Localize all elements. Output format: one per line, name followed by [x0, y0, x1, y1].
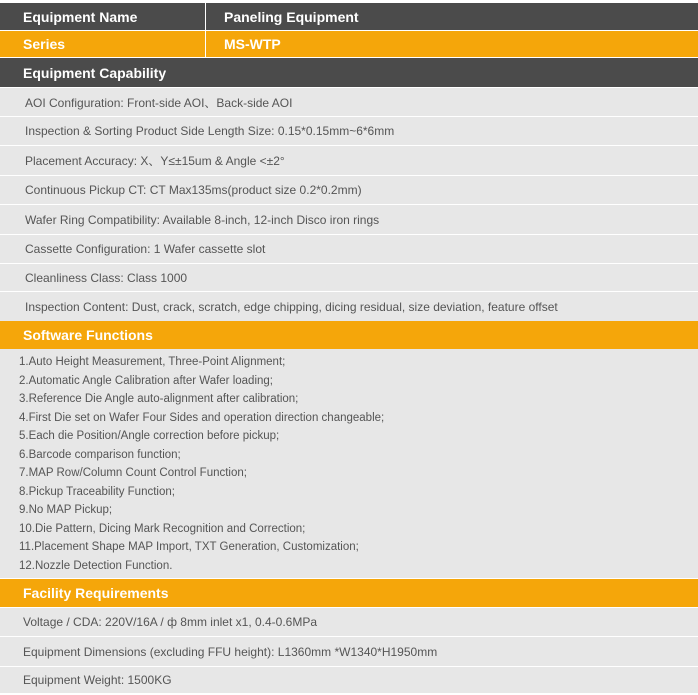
software-function-item: 8.Pickup Traceability Function; — [19, 485, 175, 498]
capability-item: Inspection Content: Dust, crack, scratch, edge chipping, dicing residual, size deviation, feature offset — [0, 291, 698, 321]
capability-section-header — [0, 58, 698, 87]
facility-item: Voltage / CDA: 220V/16A / ф 8mm inlet x1, 0.4-0.6MPa — [0, 607, 698, 636]
capability-item: Continuous Pickup CT: CT Max135ms(product size 0.2*0.2mm) — [0, 175, 698, 204]
software-function-item: 12.Nozzle Detection Function. — [19, 559, 173, 572]
software-function-item: 3.Reference Die Angle auto-alignment after calibration; — [19, 393, 299, 405]
facility-title: Facility Requirements — [23, 585, 169, 601]
equipment-name-row — [0, 3, 698, 30]
software-function-item: 6.Barcode comparison function; — [19, 448, 181, 461]
software-function-item: 1.Auto Height Measurement, Three-Point Alignment; — [19, 356, 286, 368]
software-function-item: 2.Automatic Angle Calibration after Wafer loading; — [19, 374, 273, 387]
capability-item: Cassette Configuration: 1 Wafer cassette slot — [0, 234, 698, 263]
software-function-item: 5.Each die Position/Angle correction before pickup; — [19, 430, 280, 442]
software-function-item: 4.First Die set on Wafer Four Sides and operation direction changeable; — [19, 411, 385, 424]
series-value: MS-WTP — [205, 31, 698, 57]
software-function-item: 9.No MAP Pickup; — [19, 504, 113, 516]
capability-item: Wafer Ring Compatibility: Available 8-inch, 12-inch Disco iron rings — [0, 204, 698, 234]
capability-item: Placement Accuracy: X、Y≤±15um & Angle <±2° — [0, 145, 698, 175]
software-function-item: 10.Die Pattern, Dicing Mark Recognition and Correction; — [19, 522, 306, 535]
series-row — [0, 31, 698, 57]
software-section-header — [0, 321, 698, 349]
facility-section-header — [0, 579, 698, 607]
equipment-name-label: Equipment Name — [23, 8, 138, 25]
software-title: Software Functions — [23, 327, 153, 343]
capability-item: AOI Configuration: Front-side AOI、Back-side AOI — [0, 87, 698, 116]
capability-item: Cleanliness Class: Class 1000 — [0, 263, 698, 291]
facility-item: Equipment Dimensions (excluding FFU height): L1360mm *W1340*H1950mm — [0, 636, 698, 666]
series-label: Series — [23, 36, 66, 52]
software-functions-list — [0, 349, 698, 578]
capability-item: Inspection & Sorting Product Side Length Size: 0.15*0.15mm~6*6mm — [0, 116, 698, 145]
capability-title: Equipment Capability — [23, 64, 167, 81]
software-function-item: 11.Placement Shape MAP Import, TXT Generation, Customization; — [19, 541, 359, 553]
facility-item: Equipment Weight: 1500KG — [0, 666, 698, 693]
software-function-item: 7.MAP Row/Column Count Control Function; — [19, 467, 247, 479]
equipment-name-value: Paneling Equipment — [205, 3, 698, 30]
